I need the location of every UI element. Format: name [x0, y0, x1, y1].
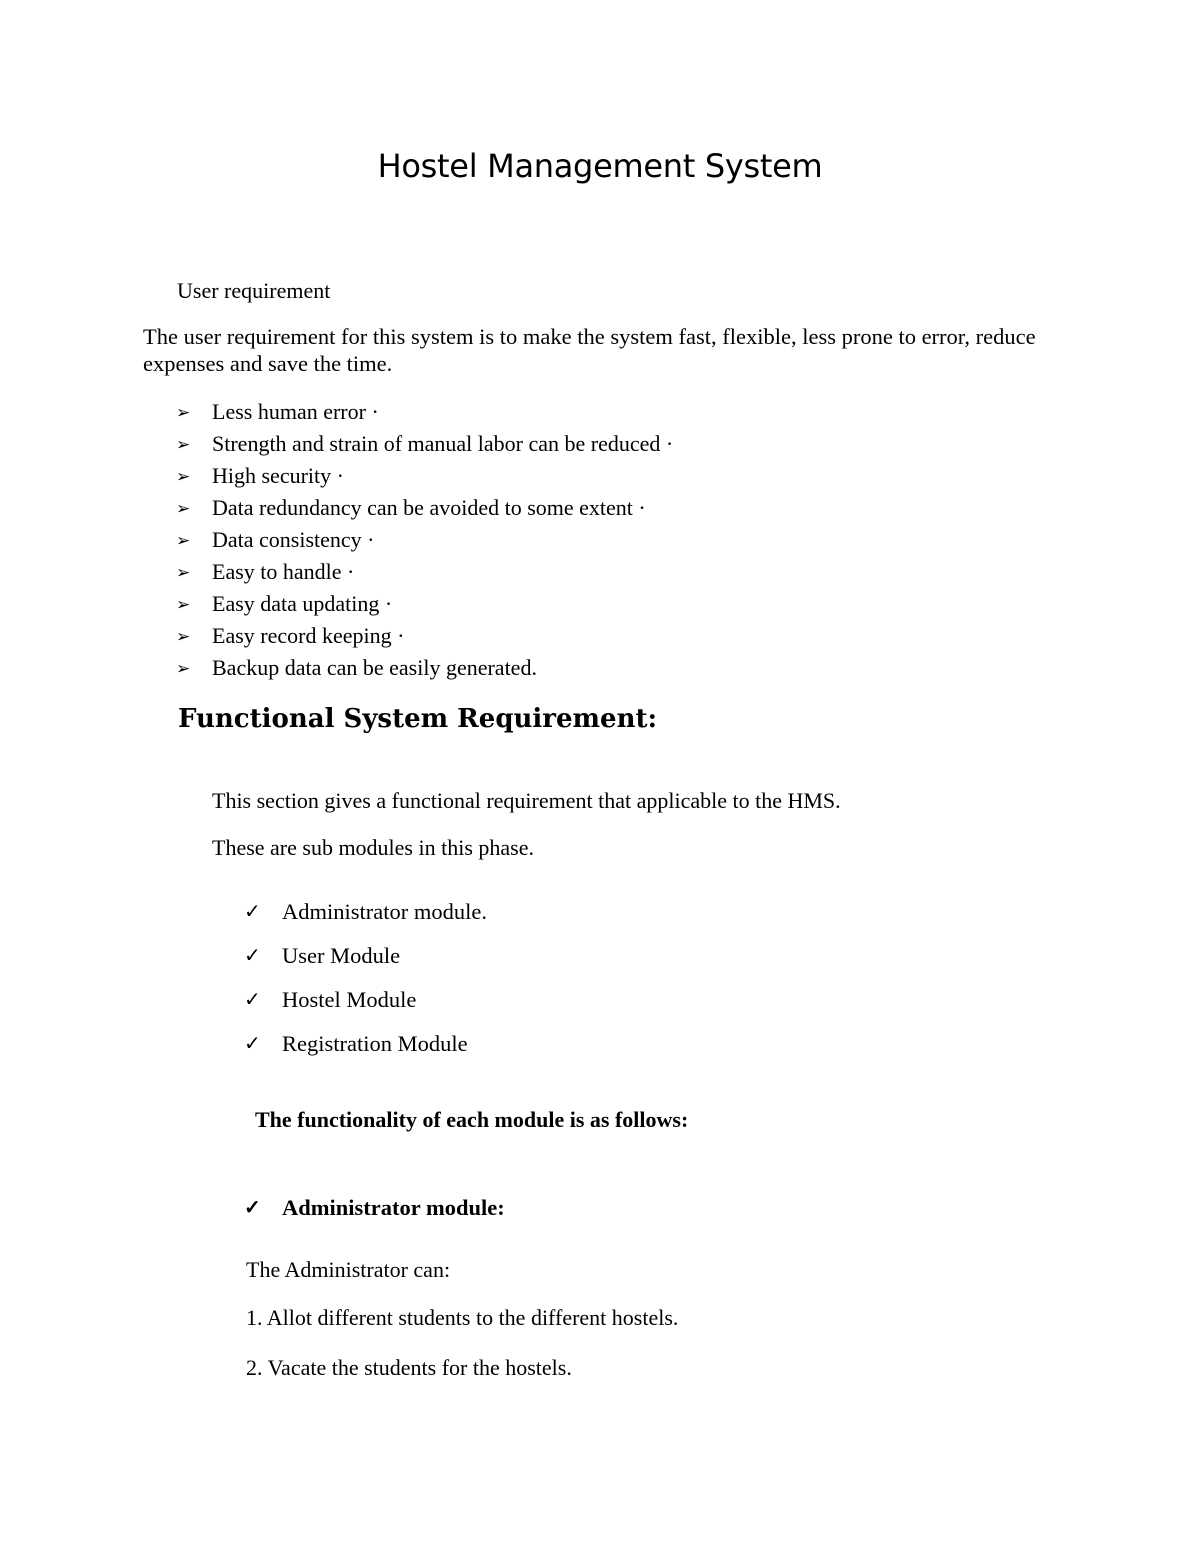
module-item	[244, 934, 487, 978]
check-icon: ✓	[244, 989, 261, 1011]
intro-paragraph	[143, 323, 1073, 377]
requirement-item	[176, 620, 673, 652]
module-item	[244, 978, 487, 1022]
requirements-list	[176, 396, 673, 684]
functional-system-heading: Functional System Requirement:	[178, 704, 658, 734]
requirement-text: Easy record keeping ·	[212, 623, 405, 648]
requirement-text: High security ·	[212, 463, 344, 488]
requirement-text: Easy to handle ·	[212, 559, 355, 584]
module-item	[244, 1022, 487, 1066]
check-icon: ✓	[244, 945, 261, 967]
arrow-bullet-icon: ➢	[176, 626, 191, 646]
requirement-text: Backup data can be easily generated.	[212, 655, 537, 680]
module-text: Hostel Module	[282, 987, 417, 1012]
check-icon: ✓	[244, 901, 261, 923]
requirement-item	[176, 588, 673, 620]
requirement-text: Data redundancy can be avoided to some extent ·	[212, 495, 646, 520]
admin-can-text: The Administrator can:	[246, 1257, 451, 1282]
check-icon: ✓	[244, 1033, 261, 1055]
modules-intro: These are sub modules in this phase.	[212, 835, 534, 860]
requirement-item	[176, 460, 673, 492]
requirement-item	[176, 428, 673, 460]
admin-module-heading: Administrator module:	[282, 1195, 505, 1220]
requirement-text: Less human error ·	[212, 399, 379, 424]
admin-task-1: 1. Allot different students to the different hostels.	[246, 1305, 679, 1330]
admin-module-heading-row	[244, 1186, 505, 1230]
requirement-item	[176, 524, 673, 556]
arrow-bullet-icon: ➢	[176, 562, 191, 582]
module-text: Administrator module.	[282, 899, 487, 924]
arrow-bullet-icon: ➢	[176, 530, 191, 550]
requirement-item	[176, 556, 673, 588]
requirement-text: Data consistency ·	[212, 527, 375, 552]
arrow-bullet-icon: ➢	[176, 434, 191, 454]
requirement-item	[176, 652, 673, 684]
requirement-text: Strength and strain of manual labor can be reduced ·	[212, 431, 674, 456]
check-icon: ✓	[244, 1197, 261, 1219]
admin-task-2: 2. Vacate the students for the hostels.	[246, 1355, 572, 1380]
module-text: Registration Module	[282, 1031, 468, 1056]
requirement-text: Easy data updating ·	[212, 591, 393, 616]
modules-list	[244, 890, 487, 1066]
requirement-item	[176, 492, 673, 524]
user-requirement-label: User requirement	[177, 278, 331, 303]
functionality-heading: The functionality of each module is as follows:	[255, 1107, 689, 1132]
arrow-bullet-icon: ➢	[176, 658, 191, 678]
document-title: Hostel Management System	[377, 147, 823, 185]
arrow-bullet-icon: ➢	[176, 594, 191, 614]
arrow-bullet-icon: ➢	[176, 402, 191, 422]
requirement-item	[176, 396, 673, 428]
arrow-bullet-icon: ➢	[176, 466, 191, 486]
arrow-bullet-icon: ➢	[176, 498, 191, 518]
section-description: This section gives a functional requirement that applicable to the HMS.	[212, 788, 841, 813]
intro-paragraph-text: The user requirement for this system is to make the system fast, flexible, less prone to error, reduce expenses and save the time.	[143, 324, 1036, 376]
module-item	[244, 890, 487, 934]
module-text: User Module	[282, 943, 401, 968]
